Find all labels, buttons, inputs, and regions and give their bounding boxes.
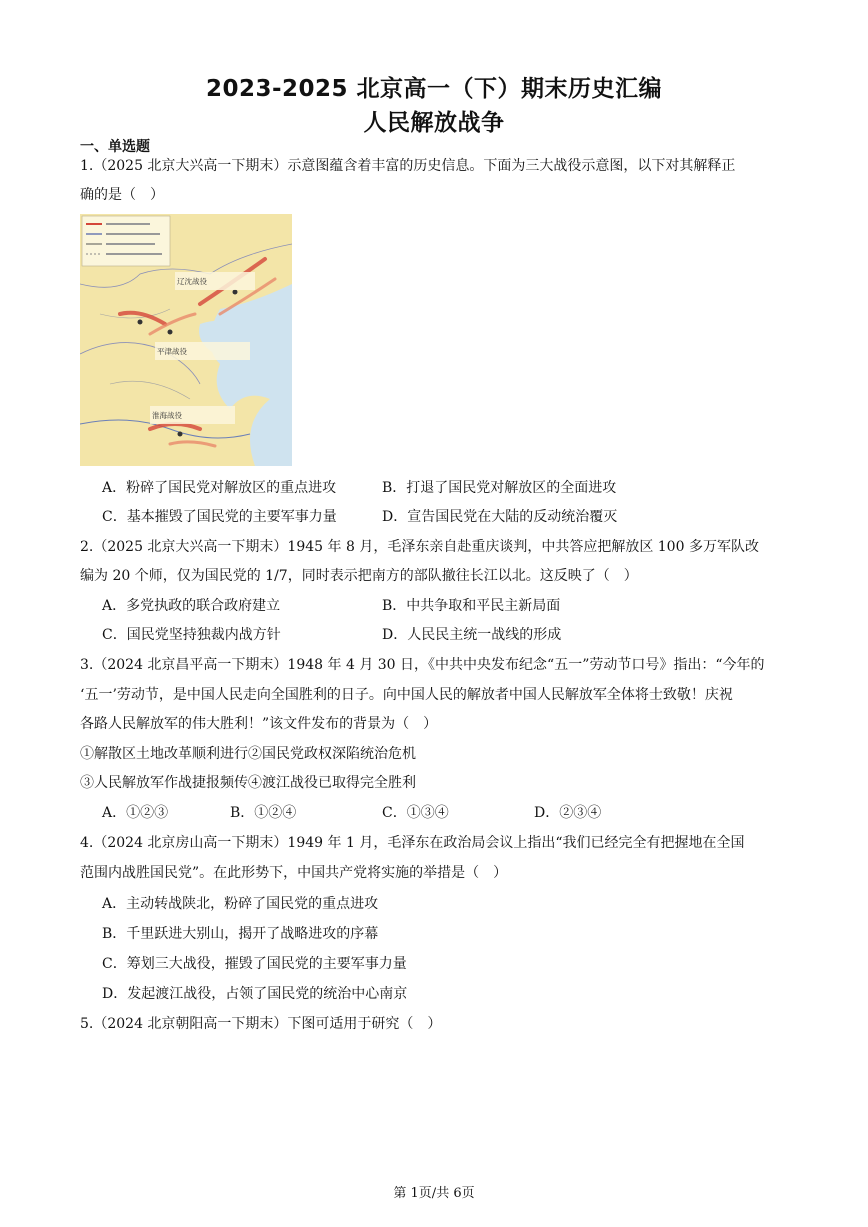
q4-option-a: A．主动转战陕北，粉碎了国民党的重点进攻: [102, 896, 379, 912]
map-label-liaoshen: 辽沈战役: [177, 277, 207, 286]
q3-option-d: D．②③④: [534, 805, 602, 821]
q2-option-a: A．多党执政的联合政府建立: [102, 598, 281, 614]
q2-option-d: D．人民民主统一战线的形成: [382, 627, 562, 643]
page-title: 2023-2025 北京高一（下）期末历史汇编: [205, 76, 663, 102]
q2-stem-line1: 2.（2025 北京大兴高一下期末）1945 年 8 月，毛泽东亲自赴重庆谈判，中共答应把解放区 100 多万军队改: [80, 539, 759, 555]
q3-option-b: B．①②④: [230, 805, 297, 821]
map-label-huaihai: 淮海战役: [152, 411, 182, 420]
q3-items-line2: ③人民解放军作战捷报频传④渡江战役已取得完全胜利: [80, 775, 416, 791]
q4-stem-line2: 范围内战胜国民党”。在此形势下，中国共产党将实施的举措是（ ）: [80, 865, 508, 881]
q3-option-a: A．①②③: [102, 805, 169, 821]
page-footer: 第 1页/共 6页: [393, 1186, 475, 1201]
q2-stem-line2: 编为 20 个师，仅为国民党的 1/7，同时表示把南方的部队撤往长江以北。这反映了（ ）: [80, 568, 638, 584]
q2-option-b: B．中共争取和平民主新局面: [382, 598, 561, 614]
q1-option-b: B．打退了国民党对解放区的全面进攻: [382, 480, 617, 496]
map-label-pingjin: 平津战役: [157, 347, 187, 356]
q3-stem-line2: ‘五一’劳动节，是中国人民走向全国胜利的日子。向中国人民的解放者中国人民解放军全体将士致敬！庆祝: [80, 687, 733, 703]
q4-option-c: C．筹划三大战役，摧毁了国民党的主要军事力量: [102, 956, 407, 972]
q1-stem-line1: 1.（2025 北京大兴高一下期末）示意图蕴含着丰富的历史信息。下面为三大战役示意图，以下对其解释正: [80, 158, 736, 174]
map-image: [80, 214, 292, 466]
q3-stem-line1: 3.（2024 北京昌平高一下期末）1948 年 4 月 30 日，《中共中央发布纪念“五一”劳动节口号》指出：“今年的: [80, 657, 765, 673]
q1-option-a: A．粉碎了国民党对解放区的重点进攻: [102, 480, 337, 496]
q4-stem-line1: 4.（2024 北京房山高一下期末）1949 年 1 月，毛泽东在政治局会议上指出“我们已经完全有把握地在全国: [80, 835, 745, 851]
q5-stem-line1: 5.（2024 北京朝阳高一下期末）下图可适用于研究（ ）: [80, 1016, 442, 1032]
q3-option-c: C．①③④: [382, 805, 449, 821]
q4-option-b: B．千里跃进大别山，揭开了战略进攻的序幕: [102, 926, 379, 942]
q3-stem-line3: 各路人民解放军的伟大胜利！”该文件发布的背景为（ ）: [80, 716, 438, 732]
q2-option-c: C．国民党坚持独裁内战方针: [102, 627, 281, 643]
q3-items-line1: ①解散区土地改革顺利进行②国民党政权深陷统治危机: [80, 746, 416, 762]
page-subtitle: 人民解放战争: [363, 110, 505, 136]
q1-option-d: D．宣告国民党在大陆的反动统治覆灭: [382, 509, 618, 525]
three-campaigns-map: [80, 214, 292, 466]
q4-option-d: D．发起渡江战役，占领了国民党的统治中心南京: [102, 986, 408, 1002]
q1-stem-line2: 确的是（ ）: [80, 187, 164, 203]
q1-option-c: C．基本摧毁了国民党的主要军事力量: [102, 509, 337, 525]
section-heading: 一、单选题: [80, 139, 150, 155]
